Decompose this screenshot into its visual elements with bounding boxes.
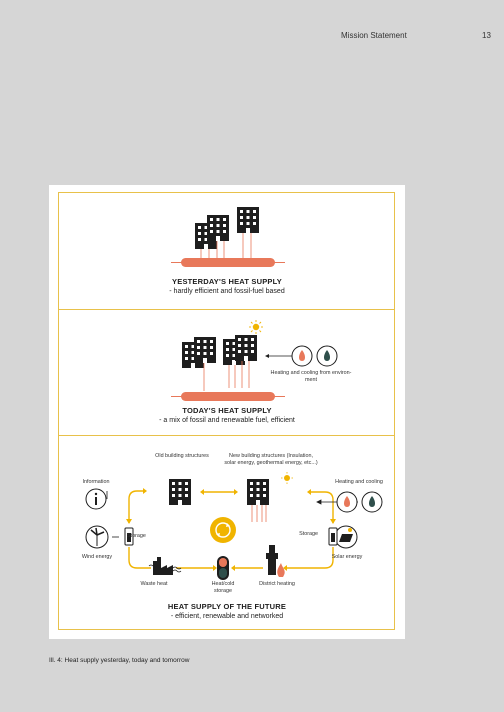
solar-energy-label: Solar energy (331, 554, 363, 560)
panel1-pipe (171, 258, 285, 267)
storage-right-label: Storage (299, 531, 318, 537)
panel2-title: TODAY'S HEAT SUPPLY (182, 406, 272, 415)
information-icon (86, 489, 106, 509)
wind-energy-icon (86, 526, 108, 548)
solar-energy-icon (335, 526, 357, 548)
old-buildings-label: Old building structures (155, 453, 209, 459)
panel3-title: HEAT SUPPLY OF THE FUTURE (167, 602, 287, 611)
heat-cold-storage-label-line2: storage (214, 588, 232, 594)
information-label: Information (82, 479, 110, 485)
panel3-cold-drop-icon (362, 492, 382, 512)
district-heating-label: District heating (259, 581, 295, 587)
panel3-new-building-icon (247, 472, 293, 522)
new-buildings-label-line2: solar energy, geothermal energy, etc...) (224, 460, 318, 466)
storage-right-battery-icon (329, 528, 337, 545)
panel1-subtitle: - hardly efficient and fossil-fuel based (169, 288, 285, 295)
panel1-title: YESTERDAY'S HEAT SUPPLY (172, 277, 282, 286)
heating-cooling-label: Heating and cooling (335, 479, 383, 485)
panel2-pipe (171, 392, 285, 401)
running-header-title: Mission Statement (341, 31, 407, 40)
panel3-old-building-icon (169, 479, 191, 505)
district-heating-icon (266, 545, 285, 577)
panel2-buildings (182, 335, 257, 391)
new-buildings-label-line1: New building structures (Insulation, (229, 453, 313, 459)
page-number: 13 (482, 31, 491, 40)
heat-cold-storage-label-line1: Heat/cold (211, 581, 235, 587)
storage-left-label: Storage (127, 533, 146, 539)
panel2-cold-drop-icon (317, 346, 337, 366)
panel2-sun-icon (249, 320, 263, 334)
panel2-subtitle: - a mix of fossil and renewable fuel, efficient (159, 417, 295, 424)
waste-heat-label: Waste heat (140, 581, 168, 587)
panel3-subtitle: - efficient, renewable and networked (170, 613, 284, 620)
recycle-hub-icon (210, 517, 236, 543)
waste-heat-icon (149, 557, 181, 575)
panel3-heat-drop-icon (337, 492, 357, 512)
panel2-env-label-line1: Heating and cooling from environ- (270, 370, 352, 376)
panel2-arrow-from-environment (265, 354, 294, 358)
heat-cold-storage-icon (217, 556, 229, 580)
panel1-buildings (195, 207, 259, 260)
panel2-heat-drop-icon (292, 346, 312, 366)
heat-supply-figure (49, 185, 405, 639)
panel2-env-label-line2: ment (305, 377, 317, 383)
figure-caption: Ill. 4: Heat supply yesterday, today and tomorrow (49, 657, 190, 664)
wind-energy-label: Wind energy (81, 554, 113, 560)
